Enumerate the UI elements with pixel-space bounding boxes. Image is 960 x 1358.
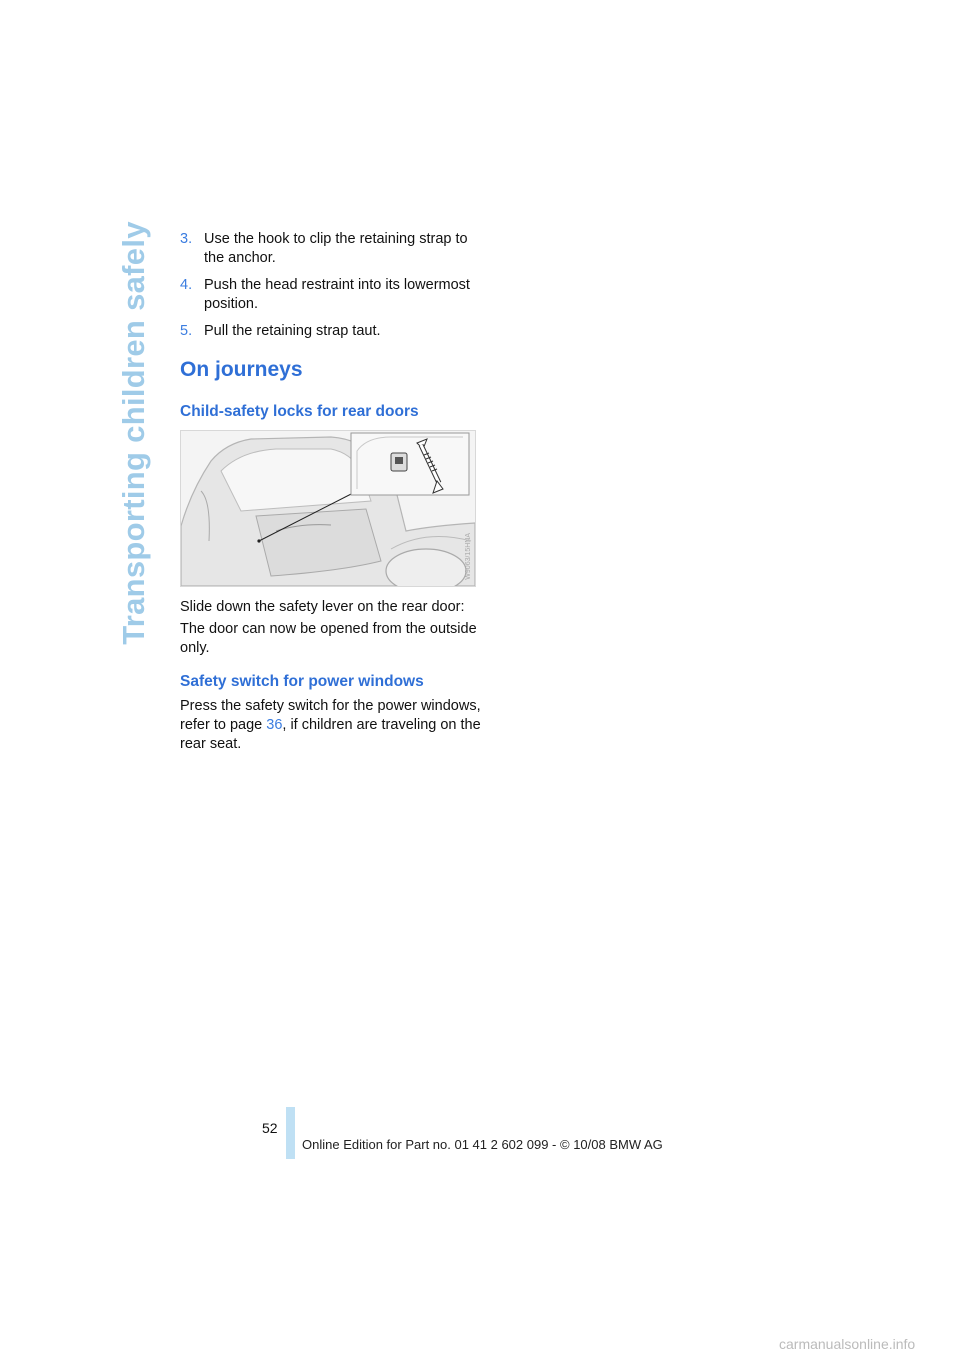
side-chapter-title-text: Transporting children safely — [116, 221, 151, 645]
step-text: Push the head restraint into its lowermost position. — [204, 277, 470, 312]
child-locks-heading: Child-safety locks for rear doors — [180, 403, 419, 420]
section-title: On journeys — [180, 358, 303, 381]
child-locks-text-2: The door can now be opened from the outside only. — [180, 621, 477, 656]
safety-switch-text — [180, 697, 485, 754]
step-number: 5. — [180, 323, 193, 339]
step-item — [180, 230, 480, 268]
step-text: Pull the retaining strap taut. — [204, 323, 381, 339]
watermark-text: carmanualsonline.info — [779, 1336, 916, 1352]
footer-edition-text: Online Edition for Part no. 01 41 2 602 099 - © 10/08 BMW AG — [302, 1137, 663, 1152]
footer-accent-bar — [286, 1107, 295, 1159]
child-locks-text-1: Slide down the safety lever on the rear door: — [180, 599, 465, 615]
rear-door-illustration — [180, 430, 476, 587]
page-number: 52 — [262, 1120, 278, 1136]
step-text: Use the hook to clip the retaining strap to the anchor. — [204, 231, 468, 266]
safety-switch-heading: Safety switch for power windows — [180, 673, 424, 690]
side-chapter-title — [112, 221, 156, 645]
step-item — [180, 276, 480, 314]
safety-switch-text-start: Press the safety switch for the power windows, refer to page — [180, 698, 481, 733]
page-reference-link[interactable]: 36 — [266, 717, 283, 733]
step-number: 3. — [180, 231, 193, 247]
rear-door-drawing — [181, 431, 475, 586]
image-code: W9063/15HNA — [465, 533, 472, 580]
safety-switch-text-end: , if children are traveling on the rear seat. — [180, 717, 481, 752]
step-number: 4. — [180, 277, 193, 293]
step-item — [180, 322, 480, 341]
instruction-steps — [180, 230, 480, 349]
